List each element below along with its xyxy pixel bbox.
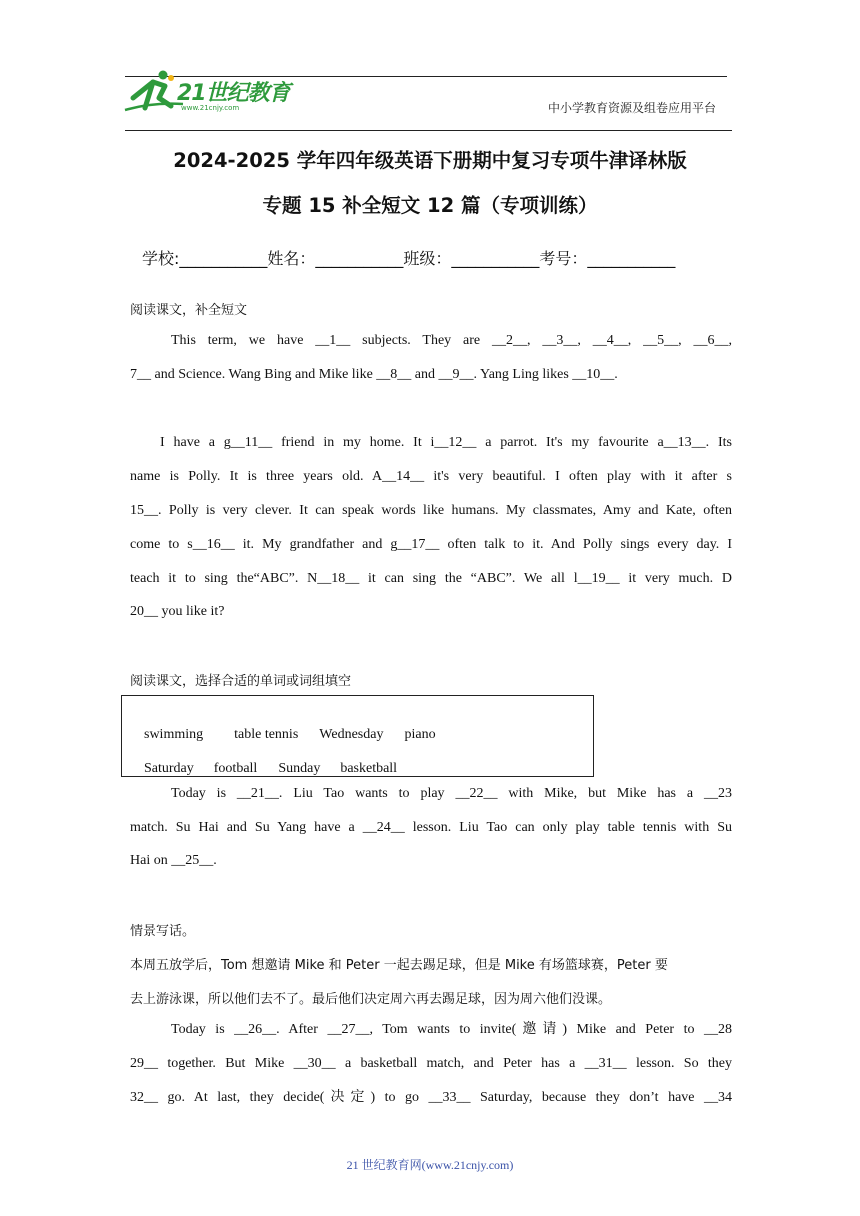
word-option: piano (404, 727, 436, 742)
word-option: Sunday (278, 761, 321, 776)
page-footer: 21 世纪教育网(www.21cnjy.com) (346, 1158, 514, 1172)
word-option: Saturday (144, 761, 194, 776)
passage-line: 32__ go. At last, they decide(决定) to go __33__ Saturday, because they don’t have __34 (130, 1090, 732, 1105)
passage-line: name is Polly. It is three years old. A__14__ it's very beautiful. I often play with it after s (130, 469, 732, 484)
title-line-1: 2024-2025 学年四年级英语下册期中复习专项牛津译林版 (173, 149, 687, 172)
section1-heading: 阅读课文，补全短文 (130, 303, 248, 318)
word-option: football (213, 761, 258, 776)
passage-line: Today is __21__. Liu Tao wants to play __22__ with Mike, but Mike has a __23 (171, 786, 732, 801)
passage-line: match. Su Hai and Su Yang have a __24__ lesson. Liu Tao can only play table tennis with Su (130, 820, 732, 835)
passage-line: This term, we have __1__ subjects. They are __2__, __3__, __4__, __5__, __6__, (171, 333, 732, 348)
logo (123, 68, 303, 120)
header-bottom-rule (125, 130, 732, 131)
passage-line: 7__ and Science. Wang Bing and Mike like __8__ and __9__. Yang Ling likes __10__. (130, 367, 618, 382)
word-box (121, 695, 594, 777)
section3-heading: 情景写话。 (130, 924, 196, 939)
title-line-2: 专题 15 补全短文 12 篇（专项训练） (262, 194, 598, 217)
word-option: Wednesday (319, 727, 384, 742)
word-option: swimming (144, 727, 204, 742)
word-option: basketball (340, 761, 398, 776)
passage-line: 20__ you like it? (130, 604, 225, 619)
logo-url: www.21cnjy.com (181, 104, 240, 112)
passage-line: I have a g__11__ friend in my home. It i__12__ a parrot. It's my favourite a__13__. Its (160, 435, 732, 450)
logo-text: 21世纪教育 (177, 81, 290, 106)
scenario-line: 去上游泳课，所以他们去不了。最后他们决定周六再去踢足球，因为周六他们没课。 (130, 992, 612, 1007)
passage-line: Today is __26__. After __27__, Tom wants to invite(邀请) Mike and Peter to __28 (171, 1022, 732, 1037)
passage-line: come to s__16__ it. My grandfather and g__17__ often talk to it. And Polly sings every day. I (130, 537, 732, 552)
passage-line: 29__ together. But Mike __30__ a basketball match, and Peter has a __31__ lesson. So they (130, 1056, 732, 1071)
scenario-line: 本周五放学后，Tom 想邀请 Mike 和 Peter 一起去踢足球，但是 Mike 有场篮球赛，Peter 要 (130, 958, 668, 973)
passage-line: 15__. Polly is very clever. It can speak words like humans. My classmates, Amy and Kate, often (130, 503, 732, 518)
passage-line: Hai on __25__. (130, 853, 217, 868)
header-tagline: 中小学教育资源及组卷应用平台 (548, 101, 717, 115)
section2-heading: 阅读课文，选择合适的单词或词组填空 (130, 674, 352, 689)
passage-line: teach it to sing the“ABC”. N__18__ it can sing the “ABC”. We all l__19__ it very much. D (130, 571, 732, 586)
student-info: 学校:___________姓名：___________班级：___________考号：___________ (142, 249, 676, 268)
word-option: table tennis (234, 727, 299, 742)
